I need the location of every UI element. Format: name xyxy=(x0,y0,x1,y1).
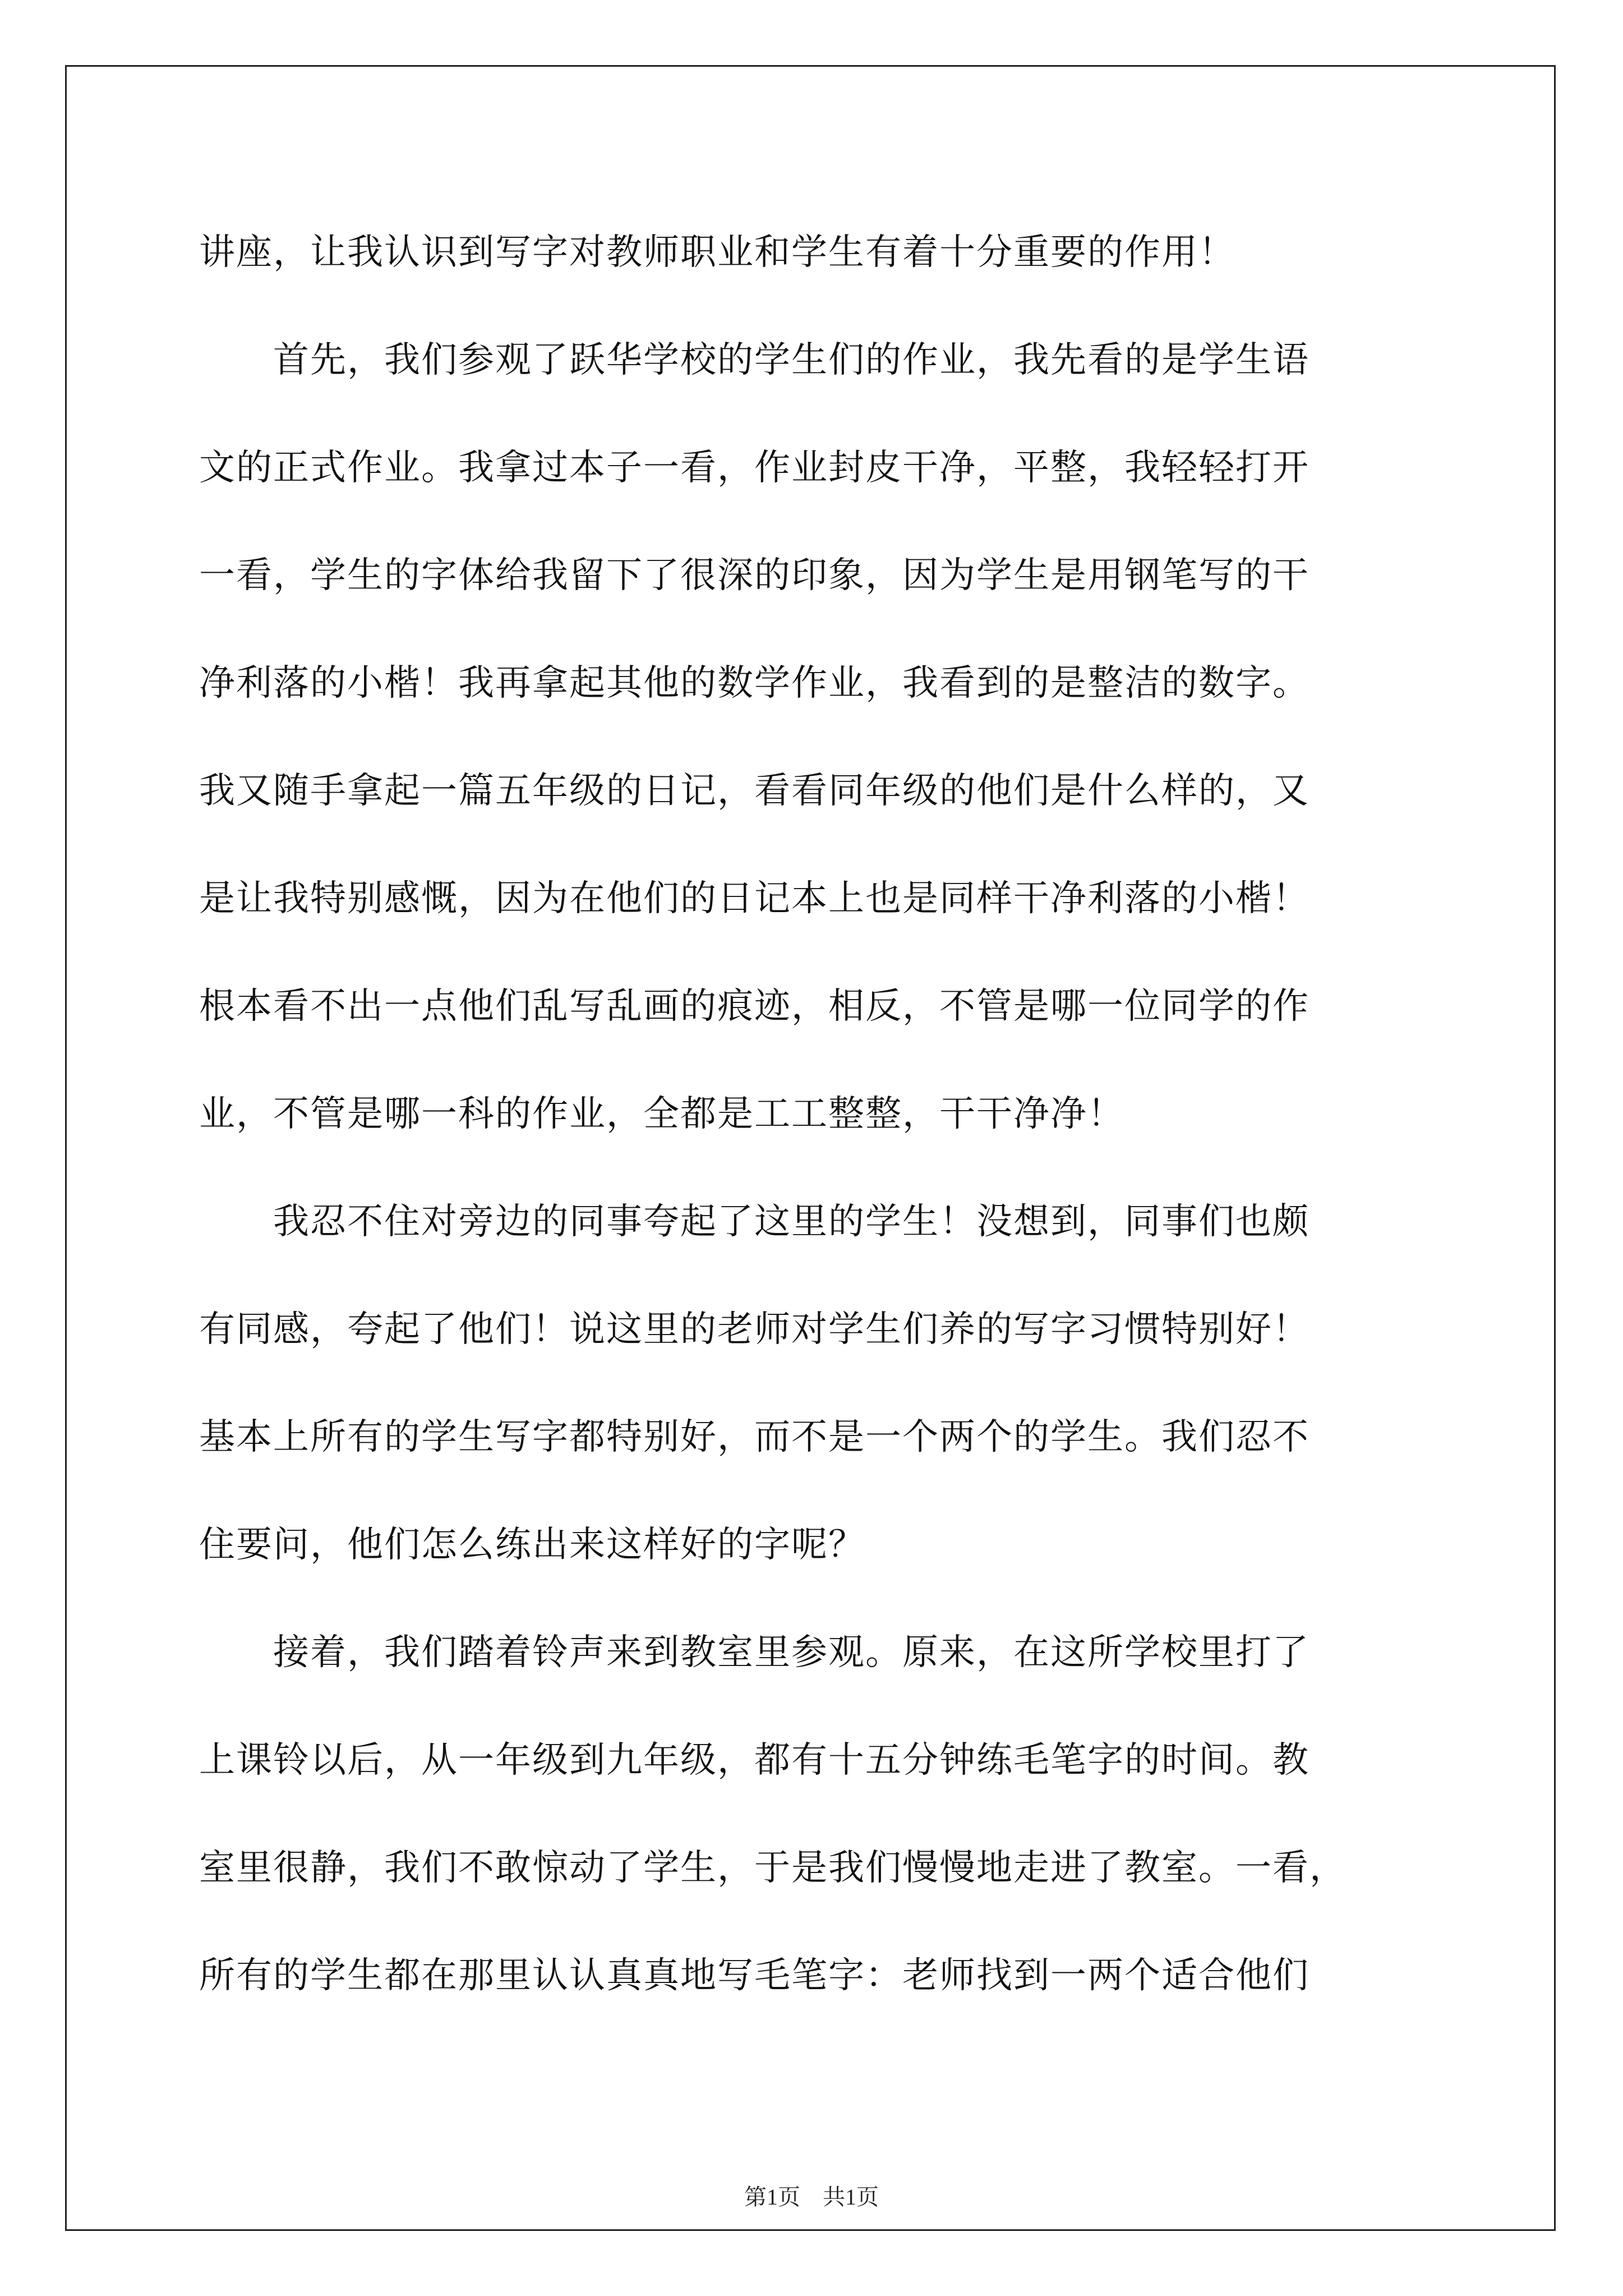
text-line: 室里很静，我们不敢惊动了学生，于是我们慢慢地走进了教室。一看， xyxy=(199,1847,1347,1889)
text-line: 讲座，让我认识到写字对教师职业和学生有着十分重要的作用！ xyxy=(199,232,1235,273)
text-line: 接着，我们踏着铃声来到教室里参观。原来，在这所学校里打了 xyxy=(199,1632,1310,1673)
text-line: 基本上所有的学生写字都特别好，而不是一个两个的学生。我们忍不 xyxy=(199,1416,1310,1458)
text-line: 上课铃以后，从一年级到九年级，都有十五分钟练毛笔字的时间。教 xyxy=(199,1740,1310,1781)
text-line: 一看，学生的字体给我留下了很深的印象，因为学生是用钢笔写的干 xyxy=(199,555,1310,596)
text-line: 所有的学生都在那里认认真真地写毛笔字：老师找到一两个适合他们 xyxy=(199,1955,1310,1996)
text-line: 住要问，他们怎么练出来这样好的字呢？ xyxy=(199,1524,865,1566)
page-number: 第1页 共1页 xyxy=(744,2184,879,2210)
text-line: 净利落的小楷！我再拿起其他的数学作业，我看到的是整洁的数字。 xyxy=(199,662,1310,704)
text-line: 文的正式作业。我拿过本子一看，作业封皮干净，平整，我轻轻打开 xyxy=(199,447,1310,489)
text-line: 是让我特别感慨，因为在他们的日记本上也是同样干净利落的小楷！ xyxy=(199,878,1310,919)
text-line: 我又随手拿起一篇五年级的日记，看看同年级的他们是什么样的，又 xyxy=(199,770,1310,812)
text-line: 首先，我们参观了跃华学校的学生们的作业，我先看的是学生语 xyxy=(199,339,1310,381)
text-line: 业，不管是哪一科的作业，全都是工工整整，干干净净！ xyxy=(199,1093,1124,1135)
page-border xyxy=(65,65,1556,2231)
text-line: 有同感，夸起了他们！说这里的老师对学生们养的写字习惯特别好！ xyxy=(199,1309,1310,1350)
text-line: 根本看不出一点他们乱写乱画的痕迹，相反，不管是哪一位同学的作 xyxy=(199,986,1310,1027)
text-line: 我忍不住对旁边的同事夸起了这里的学生！没想到，同事们也颇 xyxy=(199,1201,1310,1243)
